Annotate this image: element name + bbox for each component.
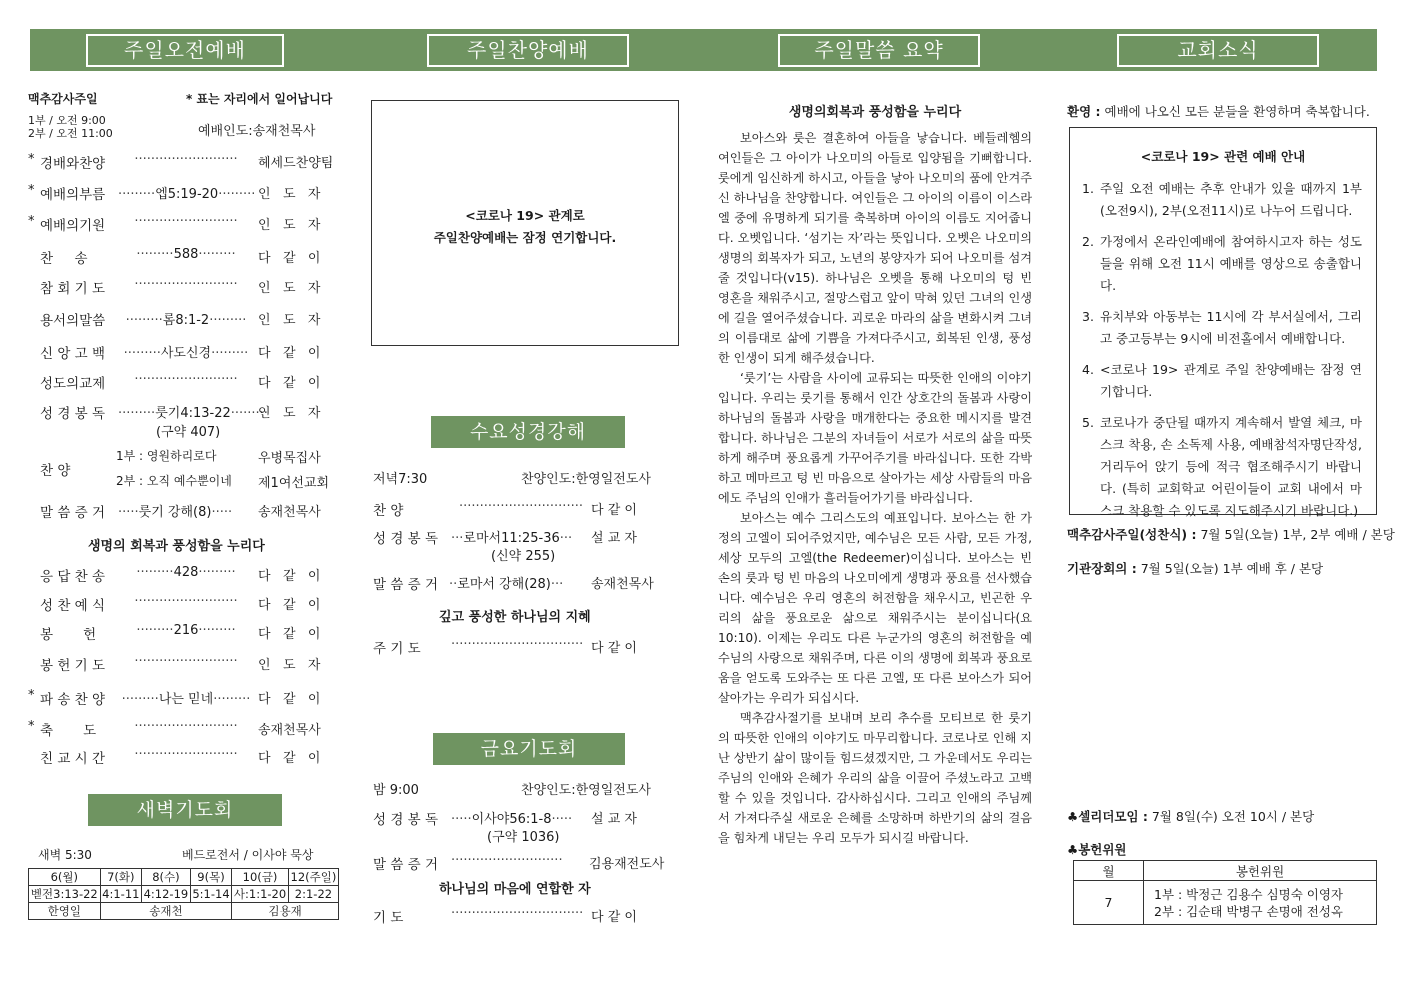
welcome-text: 예배에 나오신 모든 분들을 환영하며 축복합니다. (1104, 104, 1370, 119)
order-detail (118, 372, 254, 387)
dawn-book: 베드로전서 / 이사야 묵상 (182, 848, 314, 862)
fri-prayer-label: 기 도 (373, 910, 404, 926)
leader-dots: ························· (134, 277, 238, 292)
order-detail (118, 594, 254, 609)
leader-dots: ········· (218, 187, 256, 202)
anthem-label: 찬 양 (40, 463, 71, 479)
notice-item (1076, 359, 1362, 403)
order-detail (118, 565, 254, 580)
leader-dots: ········· (209, 313, 247, 328)
order-detail-text: 216 (173, 623, 199, 638)
order-detail (118, 719, 254, 734)
worship-leader: 예배인도:송재천목사 (198, 124, 316, 139)
wed-row-label: 찬 양 (373, 503, 404, 519)
table-cell: 8(수) (141, 869, 190, 886)
order-detail (118, 623, 254, 638)
anthem-second-performer: 제1여선교회 (258, 476, 330, 491)
fri-sermon-title: 하나님의 마음에 연합한 자 (439, 882, 591, 897)
council-label: 기관장회의 : (1067, 561, 1137, 576)
header-church-news: 교회소식 (1117, 34, 1319, 67)
occasion: 맥추감사주일 (28, 92, 98, 106)
leader-dots: ························· (134, 747, 238, 762)
thanksgiving-label: 맥추감사주일(성찬식) : (1067, 527, 1197, 542)
dawn-prayer-title: 새벽기도회 (88, 794, 282, 826)
order-detail-text: 룻기4:13-22 (155, 406, 231, 421)
wednesday-time: 저녁7:30 (373, 472, 428, 487)
dawn-refs-row (29, 886, 339, 903)
donor-second-service: 2부 : 김순태 박병구 손명애 전성옥 (1154, 903, 1344, 919)
order-label: 성 찬 예 식 (40, 598, 106, 614)
header-bar (30, 29, 1377, 71)
praise-worship-column (371, 80, 681, 960)
order-performer: 인 도 자 (258, 313, 321, 328)
table-cell: 10(금) (232, 869, 289, 886)
order-label: 봉 헌 기 도 (40, 658, 106, 674)
notice-text: <코로나 19> 관계로 주일 찬양예배는 잠정 연기합니다. (1100, 362, 1362, 399)
notice-text: 유치부와 아동부는 11시에 각 부서실에서, 그리고 중고등부는 9시에 비전홀에서 예배합니다. (1100, 309, 1362, 346)
leader-dots: ········· (136, 247, 174, 262)
sermon-summary-column (718, 80, 1032, 960)
order-detail (118, 402, 268, 421)
church-news-column (1067, 80, 1395, 960)
notice-text: 가정에서 온라인예배에 참여하시고자 하는 성도들을 위해 오전 11시 예배를 영상으로 송출합니다. (1100, 234, 1362, 293)
notice-number: 5. (1082, 415, 1094, 430)
order-detail (118, 342, 254, 361)
welcome-row (1067, 102, 1370, 120)
sermon-row-label: 말 씀 증 거 (40, 505, 106, 521)
fri-reading-label: 성 경 봉 독 (373, 812, 439, 828)
order-performer: 헤세드찬양팀 (258, 156, 334, 171)
header-morning-worship: 주일오전예배 (86, 34, 284, 67)
dawn-days-row (29, 869, 339, 886)
sermon-row-mid: ·····룻기 강해(8)····· (118, 505, 233, 520)
order-label: 용서의말씀 (40, 313, 106, 329)
table-cell: 12(주일) (288, 869, 338, 886)
order-label: 예배의부름 (40, 187, 106, 203)
fri-sermon-dots: ··························· (451, 853, 563, 868)
notice-line: 주일찬양예배는 잠정 연기합니다. (433, 230, 617, 245)
order-performer: 다 같 이 (258, 569, 321, 584)
stand-marker: * (28, 214, 35, 229)
anthem-first-performer: 우병목집사 (258, 451, 321, 466)
leader-dots: ········· (198, 565, 236, 580)
leader-dots: ························· (134, 654, 238, 669)
order-label: 신 앙 고 백 (40, 346, 106, 362)
dawn-time: 새벽 5:30 (38, 848, 92, 862)
notice-number: 1. (1082, 181, 1094, 196)
order-detail (118, 247, 254, 262)
friday-title: 금요기도회 (433, 733, 625, 765)
time-second-service: 2부 / 오전 11:00 (28, 127, 113, 140)
order-performer: 송재천목사 (258, 723, 321, 738)
notice-text: 코로나가 중단될 때까지 계속해서 발열 체크, 마스크 착용, 손 소독제 사용, 예배참석자명단작성, 거리두어 앉기 등에 적극 협조해주시기 바랍니다. (특히 교회학교 어린이들이 교회 내에서 마스크 착용할 수 있도록 지도해주시기 바랍니다.) (1100, 415, 1362, 518)
dawn-schedule-table (28, 868, 339, 920)
cell-leader-text: 7월 8일(수) 오전 10시 / 본당 (1151, 809, 1315, 824)
table-cell: 6(월) (29, 869, 101, 886)
order-detail (118, 214, 254, 229)
leader-dots: ········· (213, 692, 251, 707)
order-detail-text: 나는 믿네 (158, 692, 214, 707)
notice-item (1076, 178, 1362, 222)
sermon-paragraph: 맥추감사절기를 보내며 보리 추수를 모티브로 한 룻기의 따뜻한 인애의 이야기도 마무리합니다. 코로나로 인해 지난 상반기 삶이 많이들 힘드셨겠지만, 그 가운데서도 우리는 주님의 인애와 은혜가 우리의 삶을 이끌어 주셨노라고 고백할 수 있을 것입니다. 감사하십시다. 그리고 인애의 주님께서 가져다주실 새로운 은혜를 소망하며 하반기의 삶의 걸음을 힘차게 내딛는 우리 모두가 되시길 바랍니다. (718, 711, 1032, 845)
order-label: 응 답 찬 송 (40, 569, 106, 585)
leader-dots: ························· (134, 152, 238, 167)
table-cell: 벧전3:13-22 (29, 886, 101, 903)
leader-dots: ········· (123, 346, 161, 361)
anthem-second-piece: 2부 : 오직 예수뿐이네 (116, 474, 232, 488)
sermon-title: 생명의 회복과 풍성함을 누리다 (88, 539, 265, 554)
table-cell: 4:1-11 (100, 886, 141, 903)
order-detail (118, 277, 254, 292)
wed-reading-ref: (신약 255) (491, 549, 556, 564)
leader-dots: ········· (211, 346, 249, 361)
donor-head-row (1074, 861, 1377, 881)
friday-time: 밤 9:00 (373, 783, 419, 798)
covid-notice-title: <코로나 19> 관련 예배 안내 (1140, 149, 1306, 164)
covid-notice-box (1069, 127, 1377, 518)
fri-reading-ref: (구약 1036) (487, 830, 560, 845)
table-cell: 7 (1074, 881, 1144, 925)
wed-sermon-series: 로마서 강해(28) (457, 577, 551, 592)
service-times (28, 114, 113, 140)
table-cell: 송재천 (100, 903, 232, 920)
reading-reference: (구약 407) (156, 425, 221, 440)
wed-reading-mid: ···로마서11:25-36··· (451, 531, 573, 546)
leader-dots: ········· (230, 406, 268, 421)
order-performer: 인 도 자 (258, 218, 321, 233)
order-label: 찬 송 (40, 251, 88, 267)
anthem-first-piece: 1부 : 영원하리로다 (116, 449, 217, 463)
order-performer: 다 같 이 (258, 346, 321, 361)
wed-reading-label: 성 경 봉 독 (373, 531, 439, 547)
header-sermon-summary: 주일말씀 요약 (778, 34, 980, 67)
order-performer: 다 같 이 (258, 598, 321, 613)
stand-marker: * (28, 183, 35, 198)
order-performer: 인 도 자 (258, 406, 321, 421)
sermon-series: 룻기 강해(8) (138, 505, 212, 520)
table-cell: 7(화) (100, 869, 141, 886)
donor-table (1073, 860, 1377, 925)
order-detail (118, 654, 254, 669)
notice-number: 3. (1082, 309, 1094, 324)
wed-reading-passage: 로마서11:25-36 (463, 531, 560, 546)
table-cell: 봉헌위원 (1144, 861, 1377, 881)
morning-worship-column (28, 80, 340, 960)
praise-postponed-box (371, 100, 679, 346)
stand-marker: * (28, 688, 35, 703)
leader-dots: ········· (136, 565, 174, 580)
wednesday-leader: 찬양인도:한영일전도사 (521, 472, 651, 487)
praise-postponed-notice (372, 205, 678, 249)
leader-dots: ········· (198, 247, 236, 262)
sermon-summary-body (718, 128, 1032, 848)
order-label: 파 송 찬 양 (40, 692, 106, 708)
thanksgiving-row (1067, 525, 1395, 543)
notice-line: <코로나 19> 관계로 (465, 208, 585, 223)
fri-reading-who: 설 교 자 (591, 812, 637, 827)
friday-leader: 찬양인도:한영일전도사 (521, 783, 651, 798)
wednesday-title: 수요성경강해 (431, 416, 625, 448)
thanksgiving-text: 7월 5일(오늘) 1부, 2부 예배 / 본당 (1200, 527, 1395, 542)
leader-dots: ········· (118, 406, 156, 421)
order-label: 예배의기원 (40, 218, 106, 234)
wed-prayer-who: 다 같 이 (591, 641, 637, 656)
table-cell: 2:1-22 (288, 886, 338, 903)
order-label: 성 경 봉 독 (40, 406, 106, 422)
wed-sermon-preacher: 송재천목사 (591, 577, 654, 592)
fri-reading-mid: ·····이사야56:1-8····· (451, 812, 573, 827)
sermon-paragraph: 보아스와 룻은 결혼하여 아들을 낳습니다. 베들레헴의 여인들은 그 아이가 나오미의 아들로 입양됨을 기뻐합니다. 룻에게 임신하게 하시고, 아들을 낳아 나오미의 품에 안겨주신 하나님을 찬양합니다. 여인들은 그 아이의 이름이 이스라엘 중에 유명하게 되기를 축복하며 아이의 이름도 지어줍니다. 오벳입니다. ‘섬기는 자’라는 뜻입니다. 오벳은 나오미의 생명의 회복자가 되고, 노년의 봉양자가 되어 나오미를 섬겨줄 것입니다(v15). 하나님은 오벳을 통해 나오미의 텅 빈 영혼을 채워주시고, 절망스럽고 앞이 막혀 있던 그녀의 인생에 길을 열어주셨습니다. 괴로운 마라의 삶을 변화시켜 그녀의 이름대로 삶에 기쁨을 가져다주시고, 회복된 인생, 풍성한 인생이 되게 해주셨습니다. (718, 131, 1032, 365)
table-cell: 9(목) (190, 869, 231, 886)
leader-dots: ········· (121, 692, 159, 707)
notice-number: 2. (1082, 234, 1094, 249)
order-detail-text: 사도신경 (160, 346, 212, 361)
fri-sermon-label: 말 씀 증 거 (373, 857, 439, 873)
leader-dots: ········· (125, 313, 163, 328)
order-label: 참 회 기 도 (40, 281, 106, 297)
order-detail-text: 428 (173, 565, 199, 580)
leader-dots: ········· (198, 623, 236, 638)
table-cell: 사:1:1-20 (232, 886, 289, 903)
order-performer: 인 도 자 (258, 187, 321, 202)
order-detail (118, 152, 254, 167)
table-cell (1144, 881, 1377, 925)
wed-row-dots: ······························ (459, 499, 583, 514)
order-detail (118, 183, 254, 202)
leader-dots: ························· (134, 214, 238, 229)
wed-prayer-dots: ································ (451, 637, 584, 652)
order-detail (118, 747, 254, 762)
order-performer: 인 도 자 (258, 281, 321, 296)
leader-dots: ························· (134, 594, 238, 609)
header-praise-worship: 주일찬양예배 (427, 34, 629, 67)
sermon-summary-title: 생명의회복과 풍성함을 누리다 (788, 105, 962, 120)
stand-note: * 표는 자리에서 일어납니다 (186, 92, 333, 106)
order-performer: 다 같 이 (258, 376, 321, 391)
notice-item (1076, 306, 1362, 350)
table-cell: 김용재 (232, 903, 339, 920)
wed-sermon-label: 말 씀 증 거 (373, 577, 439, 593)
order-label: 성도의교제 (40, 376, 106, 392)
fri-reading-passage: 이사야56:1-8 (471, 812, 552, 827)
table-cell: 4:12-19 (141, 886, 190, 903)
leader-dots: ························· (134, 372, 238, 387)
sermon-paragraph: ‘룻기’는 사람을 사이에 교류되는 따뜻한 인애의 이야기입니다. 우리는 룻기를 통해서 인간 상호간의 돌봄과 사랑이 하나님의 돌봄과 사랑을 매개한다는 중요한 메시지를 발견합니다. 하나님은 그분의 자녀들이 서로가 서로의 삶을 따뜻하게 해주며 풍요롭게 가꾸어주기를 바라십니다. 또한 각박하고 메마르고 텅 빈 마음으로 살아가는 세상 사람들의 마음에도 주님의 인애가 흘러들어가기를 바라십니다. (718, 371, 1032, 505)
dawn-leaders-row (29, 903, 339, 920)
order-detail-text: 롬8:1-2 (162, 313, 210, 328)
donor-row (1074, 881, 1377, 925)
notice-number: 4. (1082, 362, 1094, 377)
welcome-label: 환영 : (1067, 104, 1101, 119)
donor-label: ♣봉헌위원 (1067, 842, 1127, 857)
notice-item (1076, 231, 1362, 297)
order-detail (118, 309, 254, 328)
wed-sermon-title: 깊고 풍성한 하나님의 지혜 (439, 610, 591, 625)
donor-first-service: 1부 : 박정근 김용수 심명숙 이영자 (1154, 886, 1344, 902)
wed-prayer-label: 주 기 도 (373, 641, 421, 657)
covid-notice-list (1076, 178, 1362, 531)
leader-dots: ········· (118, 187, 156, 202)
order-label: 축 도 (40, 723, 97, 739)
leader-dots: ········· (136, 623, 174, 638)
cell-leader-label: ♣셀리더모임 : (1067, 809, 1148, 824)
order-detail-text: 588 (173, 247, 199, 262)
stand-marker: * (28, 719, 35, 734)
order-detail-text: 엡5:19-20 (155, 187, 219, 202)
table-cell: 한영일 (29, 903, 101, 920)
order-detail (118, 688, 254, 707)
sermon-paragraph: 보아스는 예수 그리스도의 예표입니다. 보아스는 한 가정의 고엘이 되어주었지만, 예수님은 모든 사람, 모든 가정, 세상 모두의 고엘(the Redeemer)이십니다. 보아스는 빈 손의 룻과 텅 빈 마음의 나오미에게 생명과 풍요를 선사했습니다. 예수님은 우리 영혼의 허전함을 채우시고, 빈곤한 우리의 삶을 풍요로운 삶으로 채워주시는 분이십니다(요10:10). 이제는 우리도 다른 누군가의 영혼의 허전함을 예수님의 사랑으로 채워주며, 다른 이의 생명에 회복과 풍요로움을 얻도록 도와주는 또 다른 고엘, 또 다른 보아스가 되어 살아가는 우리가 되십시다. (718, 511, 1032, 705)
notice-item (1076, 412, 1362, 522)
leader-dots: ························· (134, 719, 238, 734)
notice-text: 주일 오전 예배는 추후 안내가 있을 때까지 1부(오전9시), 2부(오전11시)로 나누어 드립니다. (1100, 181, 1362, 218)
stand-marker: * (28, 152, 35, 167)
order-performer: 다 같 이 (258, 627, 321, 642)
cell-leader-row (1067, 807, 1314, 825)
council-text: 7월 5일(오늘) 1부 예배 후 / 본당 (1140, 561, 1324, 576)
council-row (1067, 559, 1323, 577)
wed-sermon-mid: ··로마서 강해(28)··· (449, 577, 564, 592)
order-performer: 다 같 이 (258, 692, 321, 707)
sermon-preacher: 송재천목사 (258, 505, 321, 520)
time-first-service: 1부 / 오전 9:00 (28, 114, 106, 127)
order-performer: 다 같 이 (258, 751, 321, 766)
order-label: 봉 헌 (40, 627, 97, 643)
fri-sermon-preacher: 김용재전도사 (589, 857, 665, 872)
fri-prayer-dots: ································ (451, 906, 584, 921)
order-label: 친 교 시 간 (40, 751, 106, 767)
fri-prayer-who: 다 같 이 (591, 910, 637, 925)
wed-reading-who: 설 교 자 (591, 531, 637, 546)
order-label: 경배와찬양 (40, 156, 106, 172)
order-performer: 다 같 이 (258, 251, 321, 266)
wed-row-who: 다 같 이 (591, 503, 637, 518)
table-cell: 5:1-14 (190, 886, 231, 903)
order-performer: 인 도 자 (258, 658, 321, 673)
table-cell: 월 (1074, 861, 1144, 881)
